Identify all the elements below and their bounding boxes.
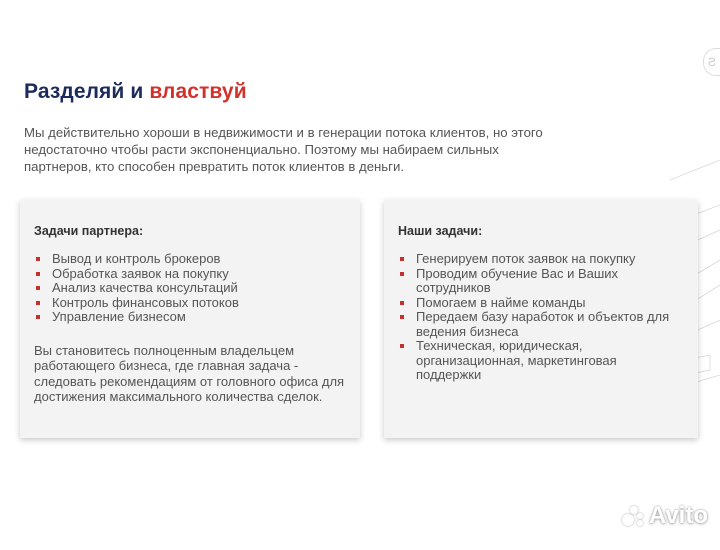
avito-logo-icon [622, 505, 646, 527]
partner-tasks-card [20, 200, 360, 438]
avito-watermark-text: Avito [648, 502, 708, 529]
bullet-icon [400, 301, 404, 305]
title-part-accent: властвуй [149, 80, 247, 103]
bullet-icon [400, 272, 404, 276]
list-item: Вывод и контроль брокеров [34, 252, 346, 267]
page-title [24, 80, 247, 104]
list-item: Техническая, юридическая, организационная, маркетинговая поддержки [398, 339, 684, 383]
intro-paragraph: Мы действительно хороши в недвижимости и в генерации потока клиентов, но этого недостаточно чтобы расти экспоненциально. Поэтому мы набираем сильных партнеров, кто способен превратить поток клиентов в деньги. [24, 125, 543, 174]
list-item: Проводим обучение Вас и Ваших сотрудников [398, 267, 684, 296]
list-item: Помогаем в найме команды [398, 296, 684, 311]
avito-watermark [622, 502, 708, 530]
list-item: Обработка заявок на покупку [34, 267, 346, 282]
list-item: Генерируем поток заявок на покупку [398, 252, 684, 267]
bullet-icon [36, 286, 40, 290]
partner-note: Вы становитесь полноценным владельцем работающего бизнеса, где главная задача - следовать рекомендациям от головного офиса для достижения максимального количества сделок. [34, 342, 345, 404]
partner-tasks-heading: Задачи партнера: [34, 224, 144, 238]
partner-tasks-list [34, 252, 346, 325]
our-tasks-list [398, 252, 684, 383]
list-item: Анализ качества консультаций [34, 281, 346, 296]
our-tasks-card [384, 200, 698, 438]
bullet-icon [400, 257, 404, 261]
bullet-icon [36, 315, 40, 319]
bullet-icon [36, 301, 40, 305]
bullet-icon [36, 257, 40, 261]
bullet-icon [400, 344, 404, 348]
our-tasks-heading: Наши задачи: [398, 224, 483, 238]
list-item: Контроль финансовых потоков [34, 296, 346, 311]
corner-logo-icon: Ƨ [703, 48, 720, 76]
bullet-icon [36, 272, 40, 276]
title-part-dark: Разделяй и [24, 80, 144, 103]
list-item: Передаем базу наработок и объектов для ведения бизнеса [398, 310, 684, 339]
bullet-icon [400, 315, 404, 319]
list-item: Управление бизнесом [34, 310, 346, 325]
